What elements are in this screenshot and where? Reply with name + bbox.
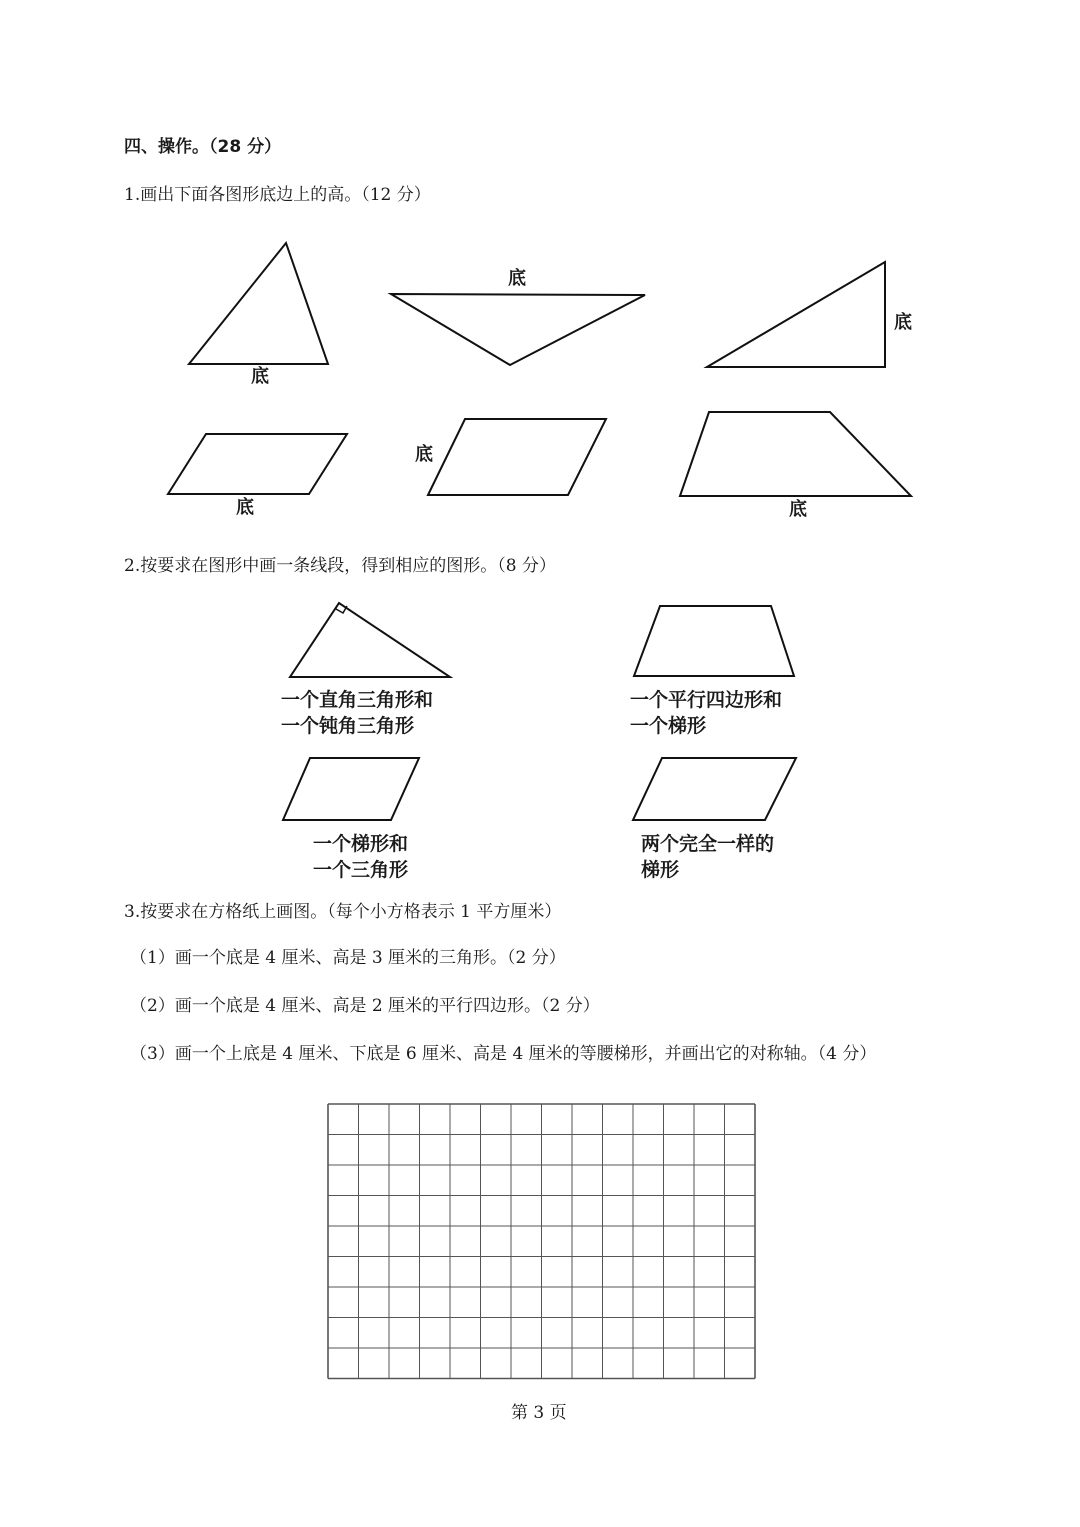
- q2-parallelogram-b: [633, 758, 796, 820]
- caption-line: 一个钝角三角形: [281, 715, 415, 737]
- caption-line: 一个梯形和: [313, 833, 409, 855]
- q2-caption-parallelogram-a: [313, 831, 408, 883]
- q1-base-label-2: 底: [508, 268, 526, 289]
- q3-grid-paper[interactable]: [327, 1103, 757, 1346]
- q2-right-triangle: [290, 603, 450, 677]
- caption-line: 一个直角三角形和: [281, 689, 434, 711]
- caption-line: 一个平行四边形和: [630, 689, 783, 711]
- q1-base-label-5: 底: [415, 444, 433, 465]
- q1-base-label-6: 底: [789, 499, 807, 520]
- q3-prompt: 3.按要求在方格纸上画图。（每个小方格表示 1 平方厘米）: [124, 902, 562, 922]
- q1-base-label-1: 底: [251, 366, 269, 387]
- q2-caption-right-triangle: [281, 687, 433, 739]
- q1-prompt: 1.画出下面各图形底边上的高。（12 分）: [124, 185, 431, 205]
- q1-base-label-4: 底: [236, 497, 254, 518]
- q2-trapezoid: [634, 606, 794, 676]
- q3-item-1: （1）画一个底是 4 厘米、高是 3 厘米的三角形。（2 分）: [130, 948, 566, 968]
- q3-item-2: （2）画一个底是 4 厘米、高是 2 厘米的平行四边形。（2 分）: [130, 996, 600, 1016]
- q3-item-3: （3）画一个上底是 4 厘米、下底是 6 厘米、高是 4 厘米的等腰梯形，并画出它的对称轴。（4 分）: [130, 1044, 877, 1064]
- page-number: 第 3 页: [511, 1403, 567, 1423]
- q2-caption-parallelogram-b: [641, 831, 774, 883]
- q2-caption-trapezoid: [630, 687, 782, 739]
- caption-line: 两个完全一样的: [641, 833, 775, 855]
- caption-line: 一个梯形: [630, 715, 707, 737]
- q2-parallelogram-a: [283, 758, 419, 820]
- section-title: 四、操作。（28 分）: [124, 137, 282, 157]
- q1-base-label-3: 底: [894, 312, 912, 333]
- q2-prompt: 2.按要求在图形中画一条线段，得到相应的图形。（8 分）: [124, 556, 556, 576]
- caption-line: 一个三角形: [313, 859, 409, 881]
- caption-line: 梯形: [641, 859, 680, 881]
